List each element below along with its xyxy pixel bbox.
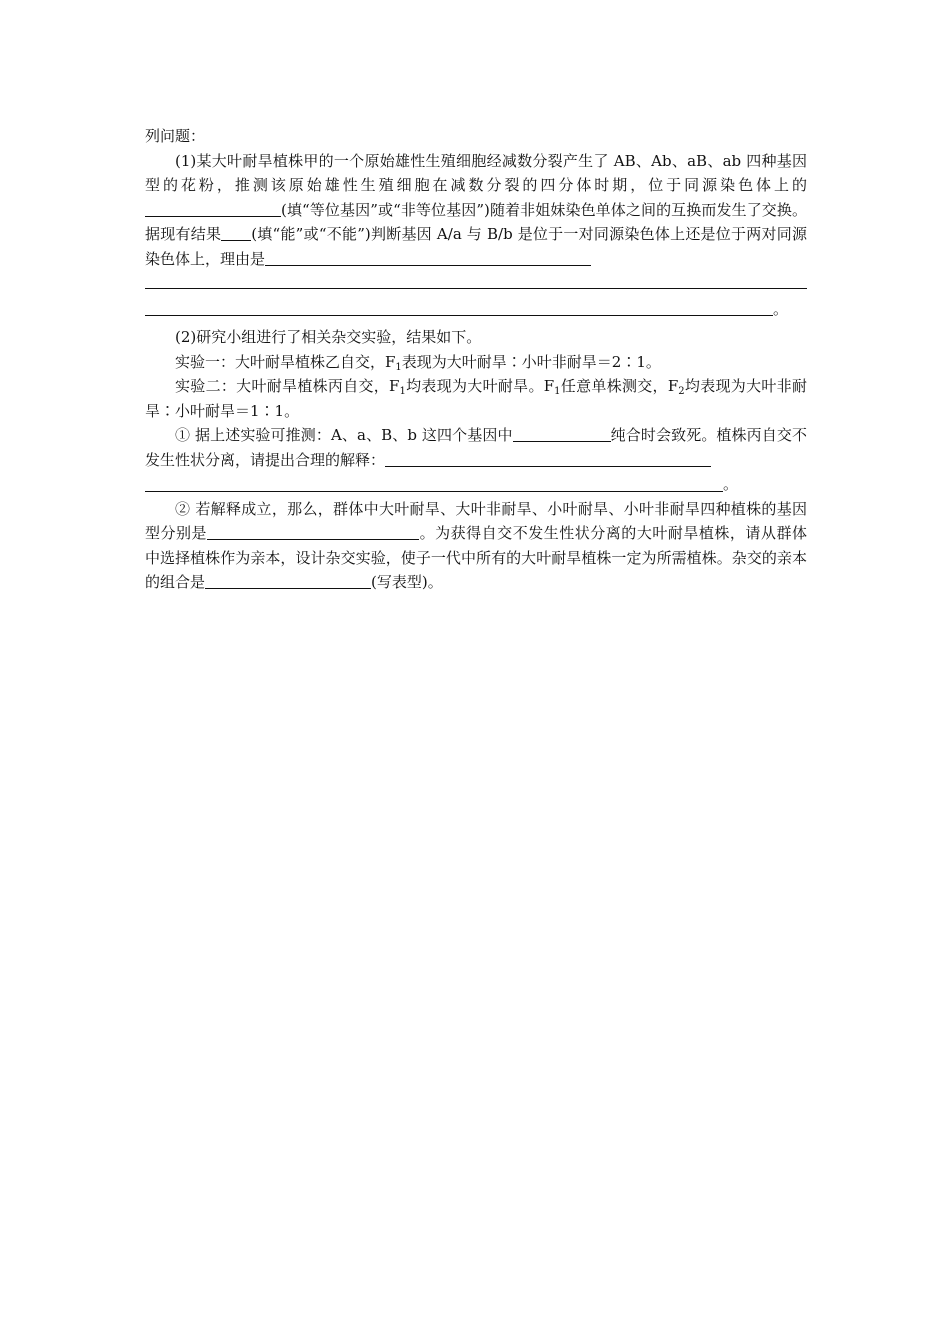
sub2-text-b: 。为获得自交不发生性状分离的大叶耐旱植株，请从群体中选择植株作为亲本，设计杂交实验，使子一代中所有的大叶耐旱植株一定为所需植株。杂交的亲本的组合是 [145,524,807,591]
sub1-blank-explanation-1[interactable] [385,450,711,467]
question-1 [145,149,807,322]
sub-question-2 [145,497,807,595]
exp2-subscript-1: 1 [399,386,406,397]
experiment-1 [145,350,807,375]
q1-blank-reason-1[interactable] [265,249,591,266]
q1-text-c: (填“能”或“不能”)判断基因 A/a 与 B/b 是位于一对同源染色体上还是位于两对同源染色体上，理由是 [145,225,807,268]
q1-blank-gene-type[interactable] [145,200,281,217]
q2-intro: (2)研究小组进行了相关杂交实验，结果如下。 [175,328,482,346]
exp2-text-a: 实验二：大叶耐旱植株丙自交，F [175,377,400,395]
sub1-blank-lethal-gene[interactable] [513,425,611,442]
sub1-text-b: 纯合时会致死。植株丙自交不发生性状分离，请提出合理的解释： [145,426,807,469]
q1-blank-can-judge[interactable] [221,224,251,241]
sub1-blank-explanation-2[interactable] [145,474,723,492]
q1-blank-reason-3[interactable] [145,298,773,316]
exp2-subscript-3: 2 [678,386,685,397]
sub2-blank-parent-combo[interactable] [205,572,371,589]
q1-text-b: (填“等位基因”或“非等位基因”)随着非姐妹染色单体之间的互换而发生了交换。据现有结果 [145,200,807,243]
exp2-text-d: 均表现为大叶非耐旱∶小叶耐旱＝1∶1。 [145,377,807,420]
exp1-text-b: 表现为大叶耐旱∶小叶非耐旱＝2∶1。 [401,352,661,371]
q1-text-a: (1)某大叶耐旱植株甲的一个原始雄性生殖细胞经减数分裂产生了 AB、Ab、aB、ab 四种基因型的花粉，推测该原始雄性生殖细胞在减数分裂的四分体时期，位于同源染色体上的 [145,151,807,194]
sub2-text-c: (写表型)。 [371,573,443,591]
intro-text: 列问题： [145,127,206,145]
sub2-blank-genotypes[interactable] [207,523,419,540]
question-2 [145,325,807,595]
sub1-end: 。 [723,475,739,493]
sub2-text-a: ② 若解释成立，那么，群体中大叶耐旱、大叶非耐旱、小叶耐旱、小叶非耐旱四种植株的基因型分别是 [145,499,807,542]
exp2-subscript-2: 1 [554,386,561,397]
exp1-subscript: 1 [395,361,402,373]
exp1-text-a: 实验一：大叶耐旱植株乙自交，F [175,352,396,371]
q1-end: 。 [773,299,789,318]
sub-question-1 [145,423,807,472]
q1-blank-reason-2[interactable] [145,271,807,289]
experiment-2 [145,374,807,423]
exp2-text-c: 任意单株测交，F [560,377,679,395]
document-page [145,124,807,595]
sub1-text-a: ① 据上述实验可推测：A、a、B、b 这四个基因中 [175,426,513,444]
exp2-text-b: 均表现为大叶耐旱。F [405,377,555,395]
